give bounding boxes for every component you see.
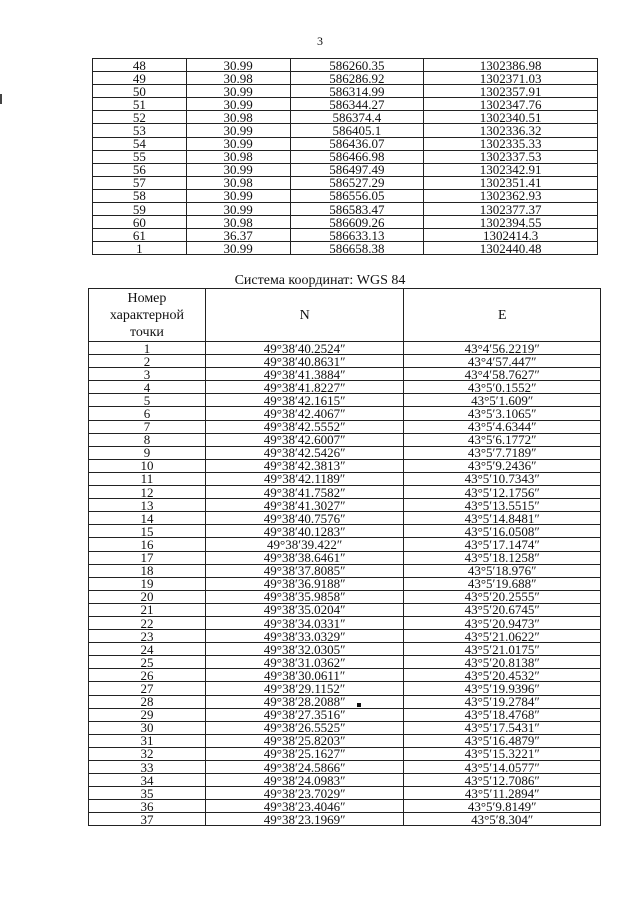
longitude-cell: 43°5′20.6745″ [404, 603, 601, 616]
point-number-cell: 6 [89, 407, 206, 420]
table-row [89, 381, 601, 394]
longitude-cell: 43°5′21.0175″ [404, 643, 601, 656]
table-row [89, 813, 601, 826]
point-number-cell: 17 [89, 551, 206, 564]
latitude-cell: 49°38′42.1615″ [205, 394, 404, 407]
point-number-cell: 35 [89, 787, 206, 800]
point-number-cell: 16 [89, 538, 206, 551]
latitude-cell: 49°38′25.1627″ [205, 747, 404, 760]
longitude-cell: 43°4′58.7627″ [404, 368, 601, 381]
y-coordinate-cell: 1302394.55 [424, 216, 598, 229]
point-number-cell: 3 [89, 368, 206, 381]
table-row [93, 163, 598, 176]
table-row [89, 669, 601, 682]
latitude-cell: 49°38′42.6007″ [205, 433, 404, 446]
y-coordinate-cell: 1302386.98 [424, 59, 598, 72]
longitude-cell: 43°5′14.0577″ [404, 761, 601, 774]
table-row [89, 734, 601, 747]
y-coordinate-cell: 1302371.03 [424, 72, 598, 85]
longitude-cell: 43°5′18.4768″ [404, 708, 601, 721]
distance-cell: 30.99 [186, 137, 290, 150]
x-coordinate-cell: 586314.99 [290, 85, 424, 98]
point-number-cell: 1 [93, 242, 187, 255]
point-number-cell: 49 [93, 72, 187, 85]
longitude-cell: 43°5′0.1552″ [404, 381, 601, 394]
point-number-cell: 36 [89, 800, 206, 813]
latitude-cell: 49°38′40.2524″ [205, 342, 404, 355]
latitude-cell: 49°38′38.6461″ [205, 551, 404, 564]
y-coordinate-cell: 1302440.48 [424, 242, 598, 255]
y-coordinate-cell: 1302335.33 [424, 137, 598, 150]
longitude-cell: 43°4′57.447″ [404, 355, 601, 368]
x-coordinate-cell: 586497.49 [290, 163, 424, 176]
table-row [89, 355, 601, 368]
table-row [89, 394, 601, 407]
table-row [93, 124, 598, 137]
point-number-cell: 50 [93, 85, 187, 98]
table-row [89, 368, 601, 381]
table-row [89, 499, 601, 512]
longitude-cell: 43°5′17.1474″ [404, 538, 601, 551]
table-row [89, 695, 601, 708]
x-coordinate-cell: 586609.26 [290, 216, 424, 229]
table-row [89, 682, 601, 695]
distance-cell: 30.99 [186, 59, 290, 72]
x-coordinate-cell: 586658.38 [290, 242, 424, 255]
latitude-cell: 49°38′42.4067″ [205, 407, 404, 420]
table-row [89, 446, 601, 459]
table-row [93, 229, 598, 242]
latitude-cell: 49°38′39.422″ [205, 538, 404, 551]
table-row [89, 643, 601, 656]
longitude-cell: 43°5′13.5515″ [404, 499, 601, 512]
point-number-cell: 29 [89, 708, 206, 721]
latitude-cell: 49°38′40.1283″ [205, 525, 404, 538]
latitude-cell: 49°38′31.0362″ [205, 656, 404, 669]
longitude-cell: 43°5′12.7086″ [404, 774, 601, 787]
x-coordinate-cell: 586633.13 [290, 229, 424, 242]
table-row [89, 420, 601, 433]
coordinates-table-body [93, 59, 598, 255]
header-e: E [404, 289, 601, 342]
point-number-cell: 57 [93, 176, 187, 189]
y-coordinate-cell: 1302351.41 [424, 176, 598, 189]
point-number-cell: 11 [89, 472, 206, 485]
x-coordinate-cell: 586466.98 [290, 150, 424, 163]
point-number-cell: 10 [89, 459, 206, 472]
longitude-cell: 43°5′6.1772″ [404, 433, 601, 446]
point-number-cell: 2 [89, 355, 206, 368]
margin-mark [0, 94, 2, 104]
longitude-cell: 43°5′20.8138″ [404, 656, 601, 669]
table-row [89, 800, 601, 813]
y-coordinate-cell: 1302414.3 [424, 229, 598, 242]
table-row [93, 150, 598, 163]
longitude-cell: 43°5′19.688″ [404, 577, 601, 590]
point-number-cell: 59 [93, 203, 187, 216]
table-row [89, 747, 601, 760]
distance-cell: 30.98 [186, 150, 290, 163]
x-coordinate-cell: 586260.35 [290, 59, 424, 72]
table-row [89, 342, 601, 355]
x-coordinate-cell: 586556.05 [290, 189, 424, 202]
latitude-cell: 49°38′35.0204″ [205, 603, 404, 616]
point-number-cell: 53 [93, 124, 187, 137]
y-coordinate-cell: 1302342.91 [424, 163, 598, 176]
longitude-cell: 43°5′18.976″ [404, 564, 601, 577]
point-number-cell: 54 [93, 137, 187, 150]
latitude-cell: 49°38′35.9858″ [205, 590, 404, 603]
longitude-cell: 43°5′18.1258″ [404, 551, 601, 564]
table-row [89, 564, 601, 577]
longitude-cell: 43°5′20.2555″ [404, 590, 601, 603]
longitude-cell: 43°5′19.2784″ [404, 695, 601, 708]
table-row [89, 603, 601, 616]
y-coordinate-cell: 1302362.93 [424, 189, 598, 202]
table-row [89, 486, 601, 499]
latitude-cell: 49°38′27.3516″ [205, 708, 404, 721]
distance-cell: 30.98 [186, 111, 290, 124]
point-number-cell: 30 [89, 721, 206, 734]
point-number-cell: 5 [89, 394, 206, 407]
x-coordinate-cell: 586405.1 [290, 124, 424, 137]
point-number-cell: 28 [89, 695, 206, 708]
y-coordinate-cell: 1302337.53 [424, 150, 598, 163]
longitude-cell: 43°5′8.304″ [404, 813, 601, 826]
latitude-cell: 49°38′23.7029″ [205, 787, 404, 800]
x-coordinate-cell: 586583.47 [290, 203, 424, 216]
latitude-cell: 49°38′26.5525″ [205, 721, 404, 734]
latitude-cell: 49°38′42.1189″ [205, 472, 404, 485]
table-row [93, 189, 598, 202]
point-number-cell: 31 [89, 734, 206, 747]
distance-cell: 30.98 [186, 216, 290, 229]
latitude-cell: 49°38′23.4046″ [205, 800, 404, 813]
latitude-cell: 49°38′34.0331″ [205, 616, 404, 629]
table-row [93, 85, 598, 98]
distance-cell: 36.37 [186, 229, 290, 242]
x-coordinate-cell: 586344.27 [290, 98, 424, 111]
longitude-cell: 43°5′1.609″ [404, 394, 601, 407]
longitude-cell: 43°5′14.8481″ [404, 512, 601, 525]
y-coordinate-cell: 1302347.76 [424, 98, 598, 111]
point-number-cell: 61 [93, 229, 187, 242]
latitude-cell: 49°38′41.7582″ [205, 486, 404, 499]
longitude-cell: 43°5′3.1065″ [404, 407, 601, 420]
longitude-cell: 43°5′11.2894″ [404, 787, 601, 800]
point-number-cell: 48 [93, 59, 187, 72]
latitude-cell: 49°38′24.5866″ [205, 761, 404, 774]
longitude-cell: 43°5′21.0622″ [404, 630, 601, 643]
y-coordinate-cell: 1302357.91 [424, 85, 598, 98]
point-number-cell: 22 [89, 616, 206, 629]
point-number-cell: 15 [89, 525, 206, 538]
longitude-cell: 43°5′17.5431″ [404, 721, 601, 734]
latitude-cell: 49°38′32.0305″ [205, 643, 404, 656]
table-row [89, 512, 601, 525]
table-row [93, 111, 598, 124]
latitude-cell: 49°38′30.0611″ [205, 669, 404, 682]
latitude-cell: 49°38′28.2088″ [205, 695, 404, 708]
table-row [89, 774, 601, 787]
point-number-cell: 51 [93, 98, 187, 111]
distance-cell: 30.99 [186, 98, 290, 111]
point-number-cell: 18 [89, 564, 206, 577]
table-row [89, 721, 601, 734]
longitude-cell: 43°5′10.7343″ [404, 472, 601, 485]
wgs84-coordinates-table [88, 288, 601, 826]
table-row [93, 216, 598, 229]
point-number-cell: 55 [93, 150, 187, 163]
longitude-cell: 43°4′56.2219″ [404, 342, 601, 355]
distance-cell: 30.99 [186, 189, 290, 202]
longitude-cell: 43°5′15.3221″ [404, 747, 601, 760]
table-row [89, 708, 601, 721]
table-row [93, 203, 598, 216]
y-coordinate-cell: 1302336.32 [424, 124, 598, 137]
point-number-cell: 58 [93, 189, 187, 202]
longitude-cell: 43°5′7.7189″ [404, 446, 601, 459]
longitude-cell: 43°5′9.2436″ [404, 459, 601, 472]
y-coordinate-cell: 1302340.51 [424, 111, 598, 124]
coordinates-table-continued [92, 58, 598, 255]
point-number-cell: 37 [89, 813, 206, 826]
header-n: N [205, 289, 404, 342]
header-point-label: Номер характерной точки [109, 290, 185, 340]
point-number-cell: 4 [89, 381, 206, 394]
point-number-cell: 20 [89, 590, 206, 603]
point-number-cell: 12 [89, 486, 206, 499]
y-coordinate-cell: 1302377.37 [424, 203, 598, 216]
latitude-cell: 49°38′33.0329″ [205, 630, 404, 643]
table-row [89, 656, 601, 669]
point-number-cell: 1 [89, 342, 206, 355]
longitude-cell: 43°5′20.4532″ [404, 669, 601, 682]
longitude-cell: 43°5′12.1756″ [404, 486, 601, 499]
table-row [93, 59, 598, 72]
point-number-cell: 34 [89, 774, 206, 787]
point-number-cell: 33 [89, 761, 206, 774]
latitude-cell: 49°38′37.8085″ [205, 564, 404, 577]
distance-cell: 30.98 [186, 176, 290, 189]
page-number: 3 [317, 34, 323, 48]
point-number-cell: 7 [89, 420, 206, 433]
table-row [89, 590, 601, 603]
latitude-cell: 49°38′42.3813″ [205, 459, 404, 472]
point-number-cell: 56 [93, 163, 187, 176]
latitude-cell: 49°38′23.1969″ [205, 813, 404, 826]
table-header-row [89, 289, 601, 342]
longitude-cell: 43°5′19.9396″ [404, 682, 601, 695]
distance-cell: 30.99 [186, 242, 290, 255]
coordinate-system-title: Система координат: WGS 84 [234, 273, 406, 288]
table-row [89, 459, 601, 472]
distance-cell: 30.99 [186, 85, 290, 98]
point-number-cell: 13 [89, 499, 206, 512]
point-number-cell: 32 [89, 747, 206, 760]
table-row [89, 787, 601, 800]
x-coordinate-cell: 586374.4 [290, 111, 424, 124]
latitude-cell: 49°38′36.9188″ [205, 577, 404, 590]
x-coordinate-cell: 586527.29 [290, 176, 424, 189]
longitude-cell: 43°5′4.6344″ [404, 420, 601, 433]
table-row [89, 433, 601, 446]
latitude-cell: 49°38′42.5552″ [205, 420, 404, 433]
longitude-cell: 43°5′16.4879″ [404, 734, 601, 747]
latitude-cell: 49°38′41.8227″ [205, 381, 404, 394]
point-number-cell: 23 [89, 630, 206, 643]
latitude-cell: 49°38′40.7576″ [205, 512, 404, 525]
latitude-cell: 49°38′41.3027″ [205, 499, 404, 512]
latitude-cell: 49°38′25.8203″ [205, 734, 404, 747]
point-number-cell: 26 [89, 669, 206, 682]
table-row [89, 761, 601, 774]
distance-cell: 30.98 [186, 72, 290, 85]
table-row [89, 538, 601, 551]
point-number-cell: 27 [89, 682, 206, 695]
point-number-cell: 19 [89, 577, 206, 590]
latitude-cell: 49°38′40.8631″ [205, 355, 404, 368]
table-row [89, 472, 601, 485]
point-number-cell: 8 [89, 433, 206, 446]
header-point-number [89, 289, 206, 342]
x-coordinate-cell: 586436.07 [290, 137, 424, 150]
table-row [89, 407, 601, 420]
point-number-cell: 21 [89, 603, 206, 616]
latitude-cell: 49°38′24.0983″ [205, 774, 404, 787]
table-row [89, 577, 601, 590]
table-row [89, 630, 601, 643]
table-row [93, 137, 598, 150]
point-number-cell: 9 [89, 446, 206, 459]
point-number-cell: 60 [93, 216, 187, 229]
point-number-cell: 24 [89, 643, 206, 656]
point-number-cell: 25 [89, 656, 206, 669]
table-row [93, 176, 598, 189]
distance-cell: 30.99 [186, 124, 290, 137]
longitude-cell: 43°5′20.9473″ [404, 616, 601, 629]
table-row [93, 242, 598, 255]
x-coordinate-cell: 586286.92 [290, 72, 424, 85]
latitude-cell: 49°38′41.3884″ [205, 368, 404, 381]
longitude-cell: 43°5′9.8149″ [404, 800, 601, 813]
table-row [93, 98, 598, 111]
table-row [89, 551, 601, 564]
latitude-cell: 49°38′29.1152″ [205, 682, 404, 695]
latitude-cell: 49°38′42.5426″ [205, 446, 404, 459]
distance-cell: 30.99 [186, 163, 290, 176]
table-row [89, 616, 601, 629]
table-row [93, 72, 598, 85]
table-row [89, 525, 601, 538]
longitude-cell: 43°5′16.0508″ [404, 525, 601, 538]
distance-cell: 30.99 [186, 203, 290, 216]
ink-dot [357, 703, 361, 707]
point-number-cell: 14 [89, 512, 206, 525]
wgs84-table-body [89, 342, 601, 826]
point-number-cell: 52 [93, 111, 187, 124]
